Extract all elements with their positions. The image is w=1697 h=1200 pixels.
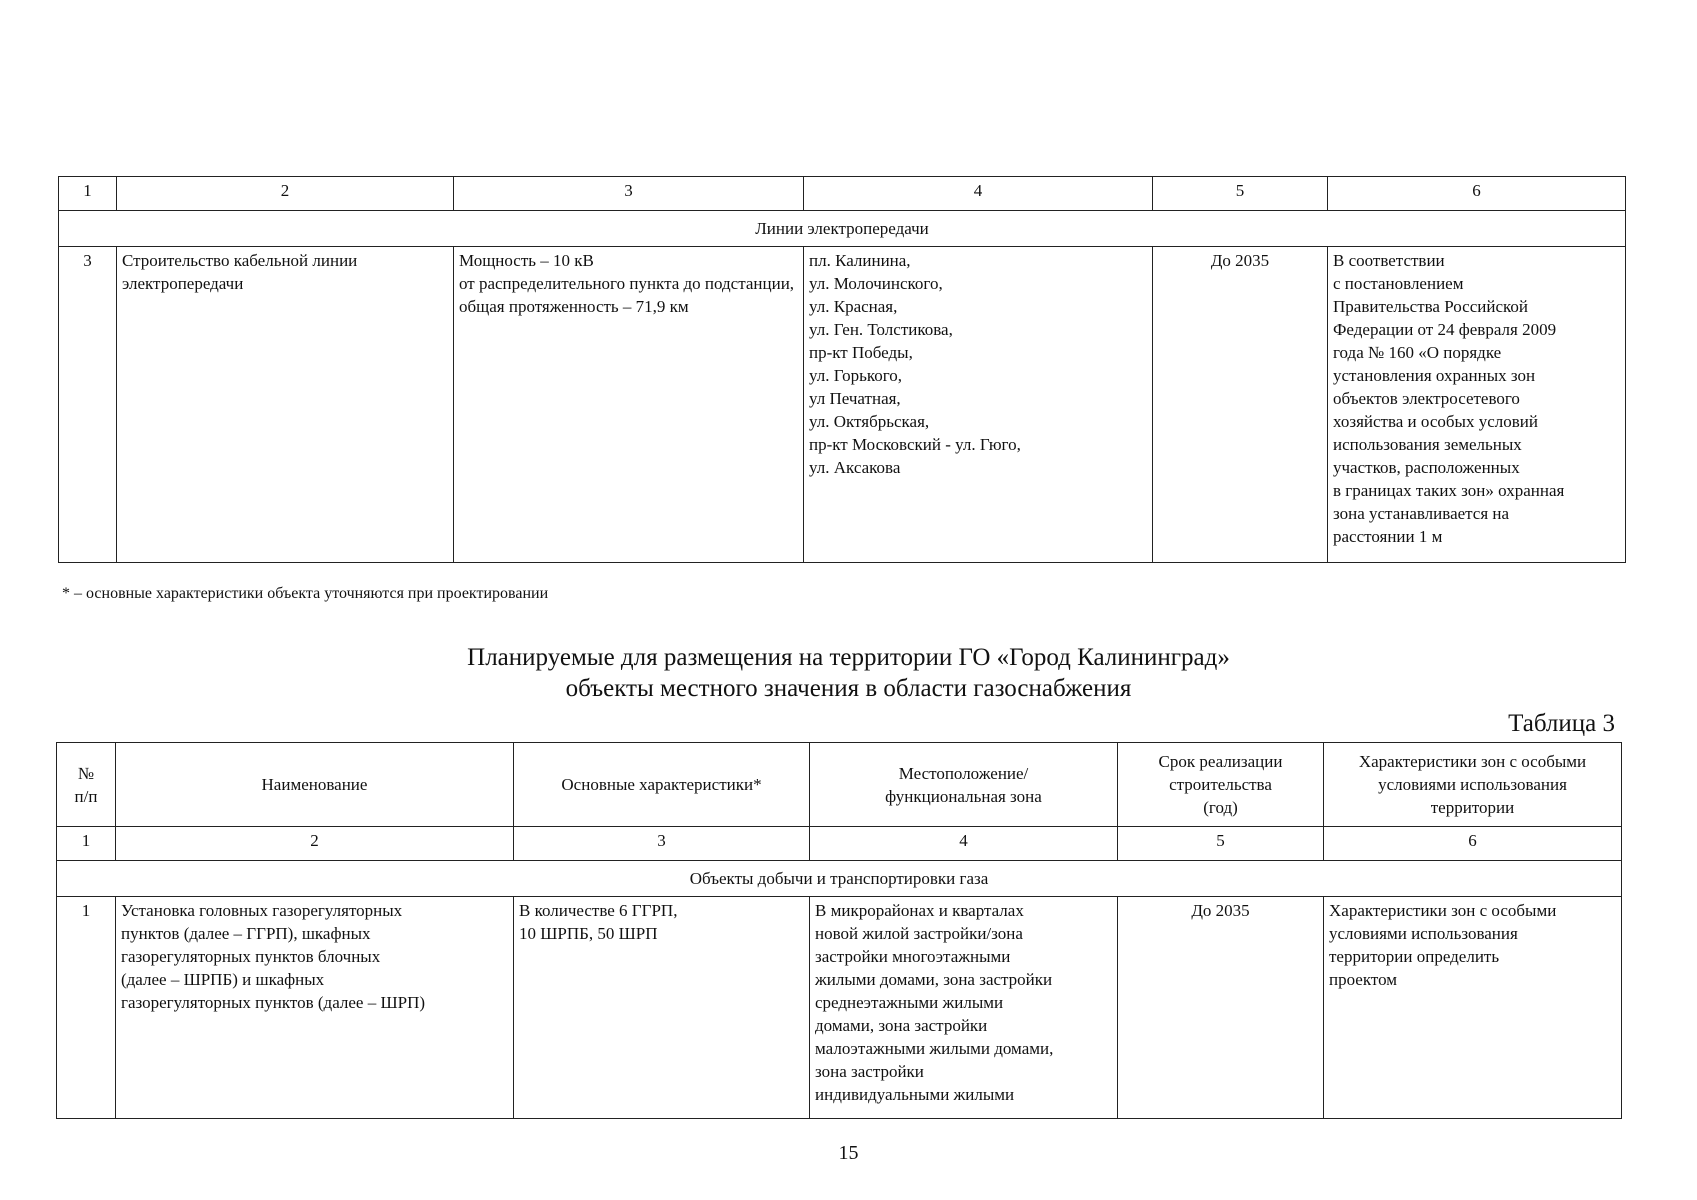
implementation-term: До 2035 (1118, 897, 1324, 1119)
gas-supply-table (56, 742, 1622, 1119)
title-line-1: Планируемые для размещения на территории ГО «Город Калининград» (467, 644, 1230, 671)
section-row (59, 211, 1626, 247)
header-zones: Характеристики зон с особыми условиями использования территории (1324, 743, 1622, 827)
header-characteristics: Основные характеристики* (514, 743, 810, 827)
table-label: Таблица 3 (1508, 710, 1615, 737)
table-header-row (57, 743, 1622, 827)
object-characteristics: В количестве 6 ГГРП, 10 ШРПБ, 50 ШРП (514, 897, 810, 1119)
header-term: Срок реализации строительства (год) (1118, 743, 1324, 827)
column-number: 3 (514, 827, 810, 861)
footnote: * – основные характеристики объекта уточняются при проектировании (62, 585, 549, 602)
object-location: пл. Калинина, ул. Молочинского, ул. Красная, ул. Ген. Толстикова, пр-кт Победы, ул. Горького, ул Печатная, ул. Октябрьская, пр-кт Московский - ул. Гюго, ул. Аксакова (804, 247, 1153, 563)
object-location: В микрорайонах и кварталах новой жилой застройки/зона застройки многоэтажными жилыми домами, зона застройки среднеэтажными жилыми домами, зона застройки малоэтажными жилыми домами, зона застройки индивидуальными жилыми (810, 897, 1118, 1119)
row-number: 3 (59, 247, 117, 563)
column-number: 2 (116, 827, 514, 861)
column-number: 6 (1324, 827, 1622, 861)
column-number: 4 (804, 177, 1153, 211)
column-number-row (59, 177, 1626, 211)
page-number: 15 (838, 1142, 859, 1164)
row-number: 1 (57, 897, 116, 1119)
header-name: Наименование (116, 743, 514, 827)
column-number: 5 (1153, 177, 1328, 211)
column-number: 1 (57, 827, 116, 861)
section-title: Линии электропередачи (59, 211, 1626, 247)
object-characteristics: Мощность – 10 кВ от распределительного пункта до подстанции, общая протяженность – 71,9 км (454, 247, 804, 563)
object-name: Установка головных газорегуляторных пунктов (далее – ГГРП), шкафных газорегуляторных пунктов блочных (далее – ШРПБ) и шкафных газорегуляторных пунктов (далее – ШРП) (116, 897, 514, 1119)
header-number: № п/п (57, 743, 116, 827)
column-number: 5 (1118, 827, 1324, 861)
column-number: 6 (1328, 177, 1626, 211)
column-number: 4 (810, 827, 1118, 861)
header-location: Местоположение/ функциональная зона (810, 743, 1118, 827)
zone-characteristics: Характеристики зон с особыми условиями использования территории определить проектом (1324, 897, 1622, 1119)
title-line-2: объекты местного значения в области газоснабжения (565, 675, 1132, 702)
column-number: 3 (454, 177, 804, 211)
zone-characteristics: В соответствии с постановлением Правительства Российской Федерации от 24 февраля 2009 года № 160 «О порядке установления охранных зон объектов электросетевого хозяйства и особых условий использования земельных участков, расположенных в границах таких зон» охранная зона устанавливается на расстоянии 1 м (1328, 247, 1626, 563)
column-number: 1 (59, 177, 117, 211)
implementation-term: До 2035 (1153, 247, 1328, 563)
object-name: Строительство кабельной линии электропередачи (117, 247, 454, 563)
section-title: Объекты добычи и транспортировки газа (57, 861, 1622, 897)
power-lines-table (58, 176, 1626, 563)
table-row (57, 897, 1622, 1119)
column-number-row (57, 827, 1622, 861)
column-number: 2 (117, 177, 454, 211)
section-row (57, 861, 1622, 897)
page-title (0, 642, 1697, 704)
table-row (59, 247, 1626, 563)
